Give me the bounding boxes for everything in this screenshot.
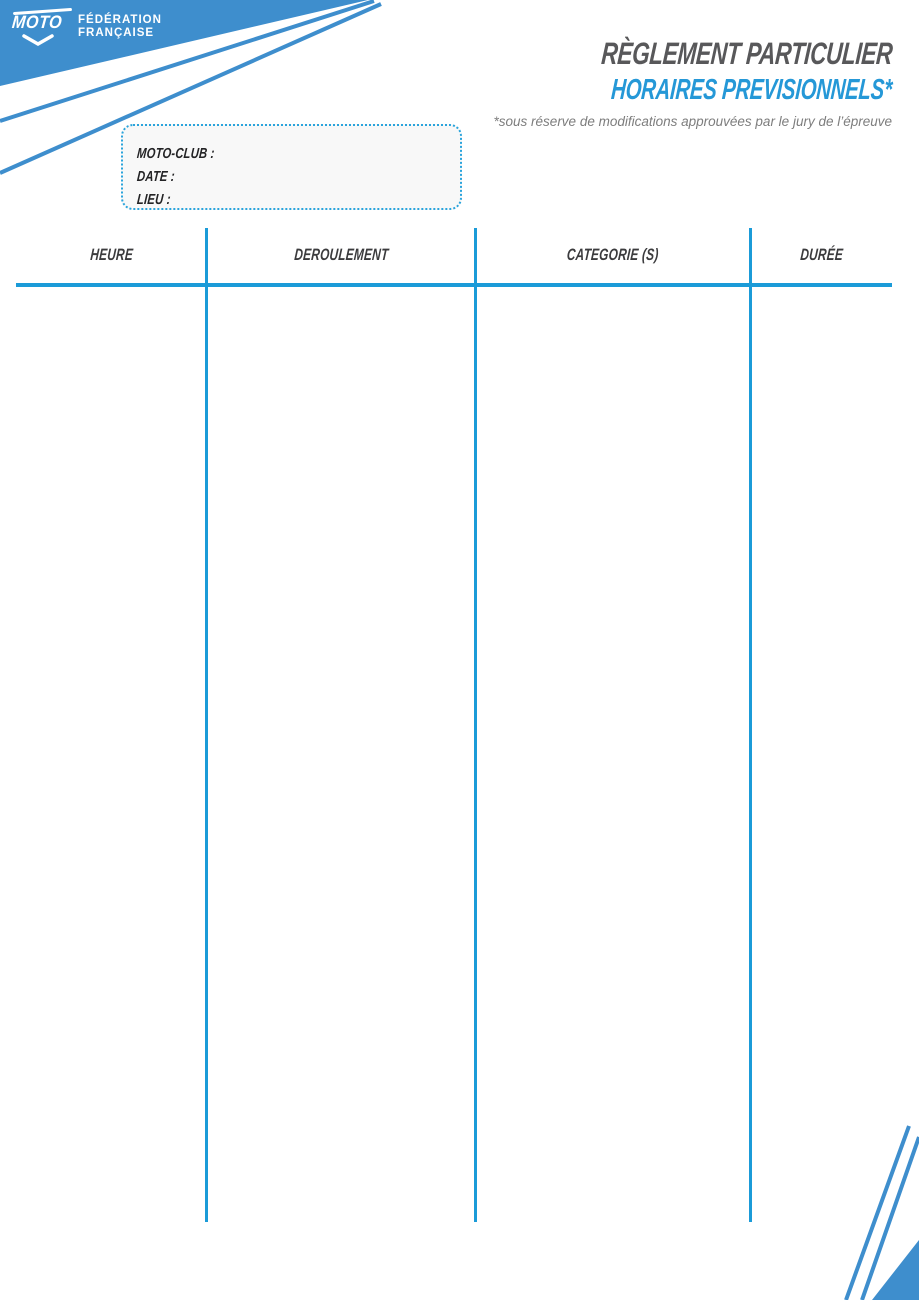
page-title — [494, 36, 892, 72]
logo-brand-text: MOTO — [11, 12, 64, 32]
info-field-motoclub-label: MOTO-CLUB : — [136, 146, 216, 162]
title-disclaimer: *sous réserve de modifications approuvées par le jury de l’épreuve — [493, 114, 892, 129]
column-header-duree: DURÉE — [800, 246, 845, 264]
ffm-logo — [0, 0, 230, 60]
page-subtitle — [491, 74, 892, 107]
info-field-lieu — [136, 181, 450, 208]
column-header-deroulement: DEROULEMENT — [293, 246, 389, 264]
schedule-table-body — [16, 287, 892, 1222]
column-header-categorie: CATEGORIE (S) — [566, 246, 660, 264]
page-subtitle-text: HORAIRES PREVISIONNELS* — [610, 74, 894, 106]
info-field-motoclub-value[interactable] — [236, 135, 450, 158]
info-field-lieu-value[interactable] — [180, 181, 450, 204]
logo-org-line1: FÉDÉRATION — [78, 14, 162, 26]
column-header-heure: HEURE — [89, 246, 134, 264]
info-field-date-label: DATE : — [136, 169, 176, 185]
logo-org-name — [78, 14, 162, 39]
info-field-motoclub — [136, 135, 450, 162]
info-field-date-value[interactable] — [185, 158, 450, 181]
info-box — [121, 124, 462, 210]
bottom-corner-decoration — [799, 1100, 919, 1300]
page-title-text: RÈGLEMENT PARTICULIER — [599, 36, 894, 71]
logo-chevron-icon — [22, 34, 54, 48]
logo-org-line2: FRANÇAISE — [78, 26, 155, 39]
info-field-lieu-label: LIEU : — [136, 192, 172, 208]
